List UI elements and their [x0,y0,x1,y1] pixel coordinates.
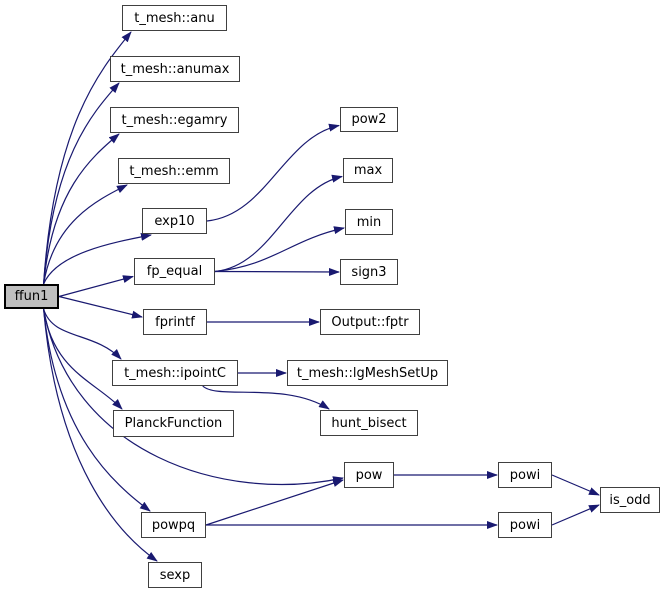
edge-fp_equal-max [215,177,342,272]
edge-powi2-is_odd [552,505,599,525]
graph-node-anu[interactable]: t_mesh::anu [122,5,227,31]
graph-node-fp_equal[interactable]: fp_equal [134,258,215,285]
graph-node-egamry[interactable]: t_mesh::egamry [110,107,239,133]
graph-node-min[interactable]: min [345,209,393,235]
graph-node-ffun1: ffun1 [4,284,59,309]
edge-powi1-is_odd [552,475,599,495]
edge-ffun1-egamry [44,134,119,284]
graph-node-hunt_bisect[interactable]: hunt_bisect [320,410,418,436]
graph-node-exp10[interactable]: exp10 [142,208,207,234]
graph-node-emm[interactable]: t_mesh::emm [118,158,230,184]
graph-node-powi2[interactable]: powi [498,512,552,538]
graph-node-is_odd[interactable]: is_odd [600,487,660,513]
graph-node-powpq[interactable]: powpq [141,512,206,538]
graph-node-PlanckFunction[interactable]: PlanckFunction [113,410,234,437]
edge-fp_equal-min [215,228,344,272]
edge-powpq-pow [206,480,343,525]
edge-ffun1-fp_equal [59,277,133,297]
graph-node-sexp[interactable]: sexp [148,562,202,588]
graph-node-max[interactable]: max [343,158,393,183]
edge-fp_equal-sign3 [215,272,339,273]
edge-ffun1-PlanckFunction [44,309,122,409]
graph-node-lgMeshSetUp[interactable]: t_mesh::lgMeshSetUp [287,360,448,386]
graph-node-fprintf[interactable]: fprintf [143,309,207,335]
edge-ipointC-hunt_bisect [203,386,329,409]
edge-ffun1-ipointC [44,309,121,359]
graph-node-fptr[interactable]: Output::fptr [320,309,420,335]
edge-ffun1-fprintf [59,297,142,318]
graph-node-powi1[interactable]: powi [498,462,552,488]
graph-node-anumax[interactable]: t_mesh::anumax [110,56,240,82]
graph-node-sign3[interactable]: sign3 [340,259,398,285]
graph-node-ipointC[interactable]: t_mesh::ipointC [112,360,238,386]
graph-node-pow[interactable]: pow [344,462,394,488]
graph-node-pow2[interactable]: pow2 [340,107,398,132]
